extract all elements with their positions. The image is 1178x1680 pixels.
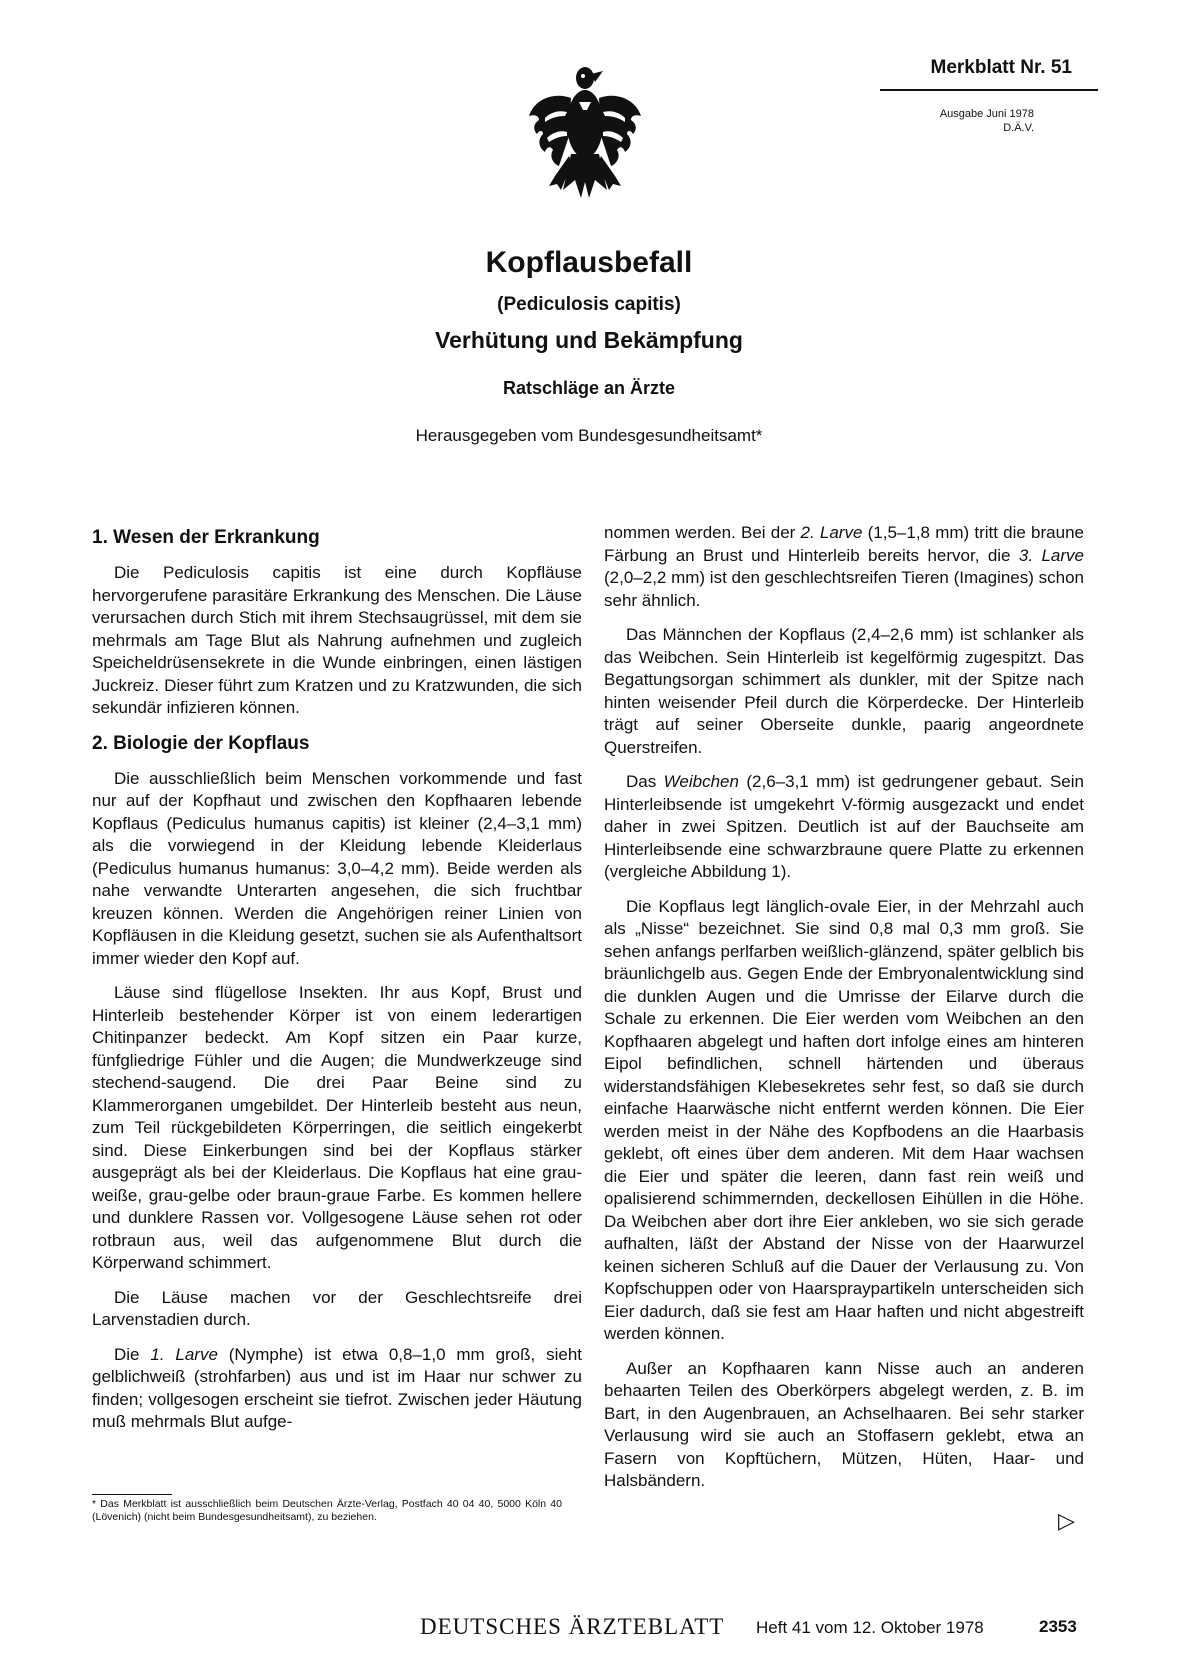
document-topic: Verhütung und Bekämpfung xyxy=(435,327,743,353)
publisher-short: D.Ä.V. xyxy=(1003,122,1034,134)
text-run: (2,0–2,2 mm) ist den geschlechtsreifen Tieren (Imagines) schon sehr ähnlich. xyxy=(604,568,1085,610)
section-2-paragraph-4 xyxy=(92,1344,582,1434)
section-2-heading: 2. Biologie der Kopflaus xyxy=(92,732,310,754)
text-run: Die xyxy=(114,1344,151,1364)
section-2-paragraph-7 xyxy=(604,771,1084,884)
journal-name: DEUTSCHES ÄRZTEBLATT xyxy=(420,1614,725,1639)
section-2-paragraph-2: Läuse sind flügellose Insekten. Ihr aus Kopf, Brust und Hinterleib bestehender Körper ist von einem lederartigen Chitinpanzer bedeckt. Am Kopf sitzen ein Paar kurze, fünfgliedrige Fühler und die Augen; die Mundwerkzeuge sind stechend-saugend. Die drei Paar Beine sind zu Klammerorganen umgebildet. Der Hinterleib besteht aus neun, zum Teil rückgebildeten Körperringen, die seitlich eingekerbt sind. Diese Einkerbungen sind bei der Kopflaus stärker ausgeprägt als bei der Kleiderlaus. Die Kopflaus hat eine grau-weiße, grau-gelbe oder braun-graue Farbe. Es kommen hellere und dunklere Rassen vor. Vollgesogene Läuse sehen rot oder rotbraun aus, weil das aufgenommene Blut durch die Körperwand schimmert. xyxy=(92,983,582,1272)
emphasis: 2. Larve xyxy=(800,523,863,542)
issue-line: Ausgabe Juni 1978 xyxy=(939,108,1034,120)
section-1-heading: 1. Wesen der Erkrankung xyxy=(92,527,320,548)
section-2-paragraph-6: Das Männchen der Kopflaus (2,4–2,6 mm) ist schlanker als das Weibchen. Sein Hinterleib ist kegelförmig zugespitzt. Das Begattungsorgan schimmert als dunkler, mit der Spitze nach hinten weisender Pfeil durch die Körperdecke. Der Hinterleib trägt auf seiner Oberseite dunkle, paarig angeordnete Querstreifen. xyxy=(604,625,1084,757)
audience-line: Ratschläge an Ärzte xyxy=(502,378,676,398)
journal-issue: Heft 41 vom 12. Oktober 1978 xyxy=(756,1618,984,1637)
section-2-paragraph-8: Die Kopflaus legt länglich-ovale Eier, in der Mehrzahl auch als „Nisse“ bezeichnet. Sie sind 0,8 mal 0,3 mm groß. Sie sehen anfangs perlfarben weißlich-glänzend, später gelblich bis bräunlichgelb aus. Gegen Ende der Embryonalentwicklung sind die dunklen Augen und die Umrisse der Eilarve durch die Schale zu erkennen. Die Eier werden vom Weibchen an den Kopfhaaren abgelegt und haften dort infolge eines am hinteren Eipol befindlichen, schnell härtenden und überaus widerstandsfähigen Klebesekretes sehr fest, so daß sie durch einfache Haarwäsche nicht entfernt werden können. Die Eier werden meist in der Nähe des Kopfbodens an die Haarbasis geklebt, oft eines über dem anderen. Mit dem Haar wachsen die Eier und später die leeren, dann fast rein weiß und opalisierend schimmernden, deckellosen Eihüllen in die Höhe. Da Weibchen aber dort ihre Eier ankleben, wo sie sich gerade aufhalten, läßt der Abstand der Nisse von der Haarwurzel keinen sicheren Schluß auf die Dauer der Verlausung zu. Von Kopfschuppen oder von Haarspraypartikeln unterscheiden sich Eier dadurch, daß sie fest am Haar haften und nicht abgestreift werden können. xyxy=(604,896,1084,1343)
merkblatt-box xyxy=(880,57,1098,135)
latin-name: (Pediculosis capitis) xyxy=(497,294,681,315)
text-run: (Nymphe) ist etwa 0,8–1,0 mm groß, sieht gelblichweiß (strohfarben) aus und ist im Haar nur schwer zu finden; vollgesogen erscheint sie tiefrot. Zwischen jeder Häutung muß mehrmals Blut aufge- xyxy=(92,1344,582,1431)
left-column xyxy=(92,526,582,1434)
continue-arrow-icon: ▷ xyxy=(1058,1508,1075,1533)
document-title: Kopflausbefall xyxy=(485,246,693,279)
section-2-paragraph-1: Die ausschließlich beim Menschen vorkommende und fast nur auf der Kopfhaut und zwischen den Kopfhaaren lebende Kopflaus (Pediculus humanus capitis) ist kleiner (2,4–3,1 mm) als die vorwiegend in der Kleidung lebende Kleiderlaus (Pediculus humanus humanus: 3,0–4,2 mm). Beide werden als nahe verwandte Unterarten angesehen, die sich fruchtbar kreuzen können. Werden die Angehörigen reiner Linien von Kopfläusen in die Kleidung gesetzt, suchen sie als Aufenthaltsort immer wieder den Kopf auf. xyxy=(92,768,582,968)
text-run: (2,6–3,1 mm) ist gedrungener gebaut. Sein Hinterleibsende ist umgekehrt V-förmig ausgezackt und endet daher in zwei Spitzen. Deutlich ist auf der Bauchseite am Hinterleibsende eine schwarzbraune quere Platte zu erkennen (vergleiche Abbildung 1). xyxy=(604,772,1084,881)
section-2-paragraph-3: Die Läuse machen vor der Geschlechtsreife drei Larvenstadien durch. xyxy=(92,1287,582,1329)
footnote: * Das Merkblatt ist ausschließlich beim Deutschen Ärzte-Verlag, Postfach 40 04 40, 5000 Köln 40 (Lövenich) (nicht beim Bundesgesundheitsamt), zu beziehen. xyxy=(92,1498,562,1523)
footnote-rule xyxy=(92,1494,172,1495)
text-run: nommen werden. Bei der xyxy=(604,523,801,542)
text-run: Das xyxy=(626,772,664,791)
emphasis: 3. Larve xyxy=(1018,545,1085,565)
section-1-paragraph: Die Pediculosis capitis ist eine durch Kopfläuse hervorgerufene parasitäre Erkrankung des Menschen. Die Läuse verursachen durch Stich mit ihrem Stechsaugrüssel, mit dem sie mehrmals am Tage Blut als Nahrung aufnehmen und zugleich Speicheldrüsensekrete in die Wunde einbringen, einen lästigen Juckreiz. Dieser führt zum Kratzen und zu Kratzwunden, die sich sekundär infizieren können. xyxy=(92,563,582,717)
section-2-paragraph-5 xyxy=(604,522,1084,612)
federal-eagle-icon xyxy=(525,58,645,206)
merkblatt-number: Merkblatt Nr. 51 xyxy=(930,57,1072,78)
text-run: (1,5–1,8 mm) tritt die braune Färbung an Brust und Hinterleib bereits hervor, die xyxy=(604,523,1084,565)
emphasis: 1. Larve xyxy=(150,1344,218,1364)
right-column xyxy=(604,522,1084,1493)
page-number: 2353 xyxy=(1039,1617,1077,1636)
section-2-paragraph-9: Außer an Kopfhaaren kann Nisse auch an anderen behaarten Teilen des Oberkörpers abgelegt werden, z. B. im Bart, in den Augenbrauen, an Achselhaaren. Bei sehr starker Verlausung wird sie auch an Stoffasern geklebt, etwa an Fasern von Kopftüchern, Mützen, Hüten, Haar- und Halsbändern. xyxy=(604,1358,1084,1490)
publisher-line: Herausgegeben vom Bundesgesundheitsamt* xyxy=(415,426,763,445)
merkblatt-rule xyxy=(880,89,1098,91)
emphasis: Weibchen xyxy=(663,772,739,791)
